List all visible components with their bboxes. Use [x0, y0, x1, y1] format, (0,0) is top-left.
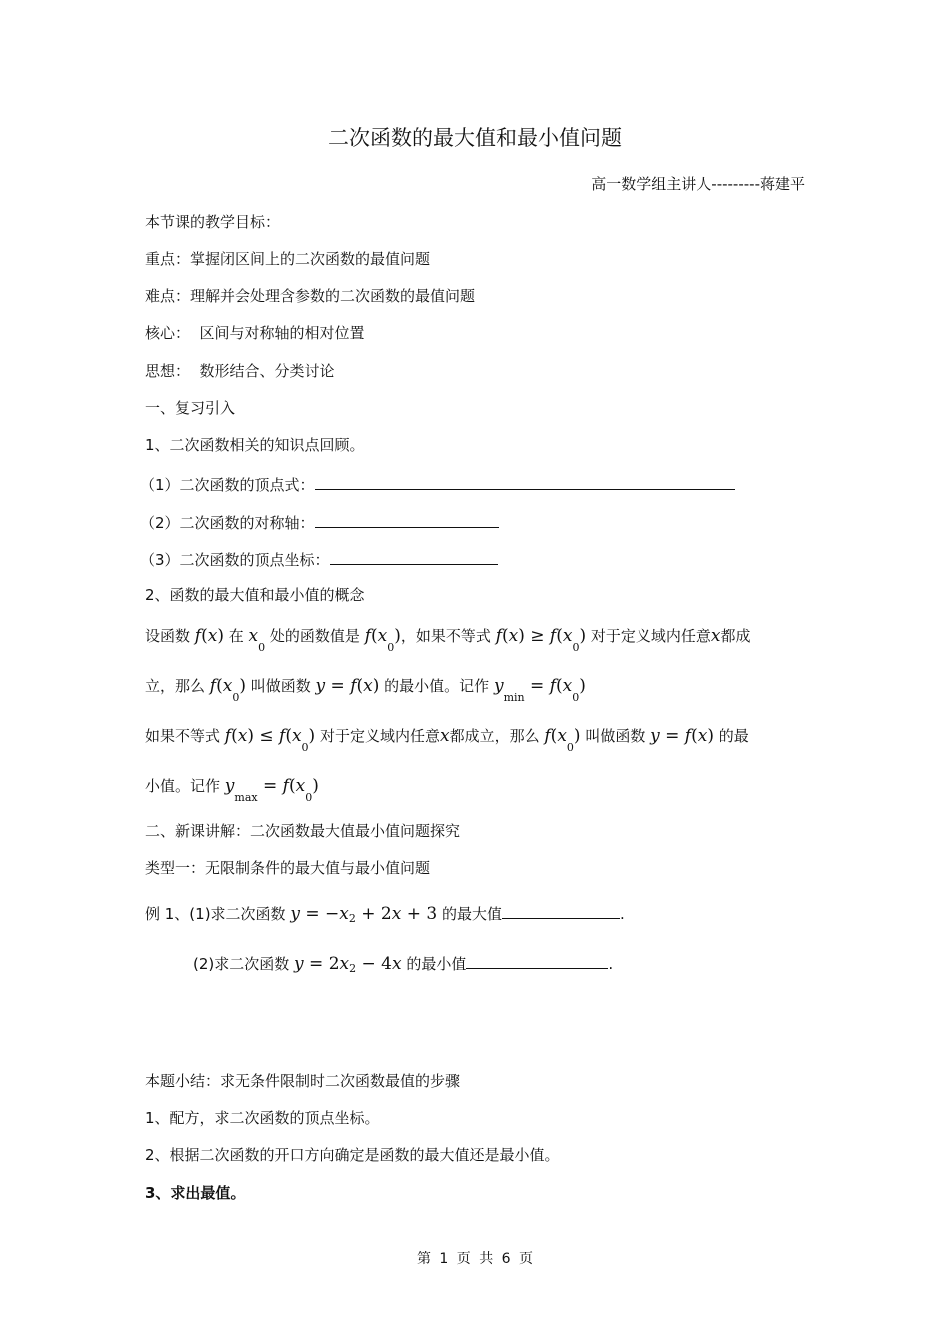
- answer-blank[interactable]: [466, 952, 608, 969]
- summary-step-1: 1、配方，求二次函数的顶点坐标。: [145, 1109, 380, 1127]
- question-label: （2）二次函数的对称轴：: [140, 514, 315, 532]
- summary-heading: 本题小结：求无条件限制时二次函数最值的步骤: [145, 1072, 461, 1090]
- min-definition-line-1: 设函数 f(x) 在 $x_0$ 处的函数值是 $f(x_0)$，如果不等式 $f(x) \ge f(x_0)$ 对于定义域内任意x都成: [145, 626, 751, 654]
- review-item-1: 1、二次函数相关的知识点回顾。: [145, 436, 365, 454]
- author-line: 高一数学组主讲人---------蒋建平: [591, 175, 805, 193]
- max-definition-line-1: 如果不等式 $f(x) \le f(x_0)$ 对于定义域内任意x都成立，那么 $f(x_0)$ 叫做函数 y = f(x) 的最: [145, 726, 749, 754]
- answer-blank[interactable]: [330, 548, 498, 565]
- difficulty: 难点：理解并会处理含参数的二次函数的最值问题: [145, 287, 476, 305]
- page-title: 二次函数的最大值和最小值问题: [328, 126, 622, 150]
- review-item-2: 2、函数的最大值和最小值的概念: [145, 586, 365, 604]
- example-1-part-1: 例 1、(1)求二次函数 $y = -x_2 + 2x + 3$ 的最大值 .: [145, 904, 625, 925]
- formula: f: [194, 626, 202, 646]
- key-point: 重点：掌握闭区间上的二次函数的最值问题: [145, 250, 431, 268]
- answer-blank[interactable]: [315, 511, 499, 528]
- question-axis: [140, 511, 499, 533]
- summary-step-2: 2、根据二次函数的开口方向确定是函数的最大值还是最小值。: [145, 1146, 560, 1164]
- goals-heading: 本节课的教学目标：: [145, 213, 281, 231]
- question-vertex-form: [140, 473, 735, 495]
- min-definition-line-2: 立，那么 $f(x_0)$ 叫做函数 y = f(x) 的最小值。记作 $y_{min} = f(x_0)$: [145, 676, 586, 704]
- idea: 思想： 数形结合、分类讨论: [145, 362, 335, 380]
- example-1-part-2: (2)求二次函数 $y = 2x_2 - 4x$ 的最小值 .: [193, 954, 614, 975]
- section-review: 一、复习引入: [145, 399, 236, 417]
- core: 核心： 区间与对称轴的相对位置: [145, 324, 365, 342]
- answer-blank[interactable]: [315, 473, 735, 490]
- type-one-heading: 类型一：无限制条件的最大值与最小值问题: [145, 859, 431, 877]
- page-footer: 第 1 页 共 6 页: [416, 1251, 534, 1267]
- max-definition-line-2: 小值。记作 $y_{max} = f(x_0)$: [145, 776, 319, 804]
- question-label: （3）二次函数的顶点坐标：: [140, 551, 330, 569]
- question-vertex-coords: [140, 548, 498, 570]
- question-label: （1）二次函数的顶点式：: [140, 476, 315, 494]
- summary-step-3: 3、求出最值。: [145, 1184, 246, 1202]
- answer-blank[interactable]: [502, 902, 620, 919]
- section-new-lesson: 二、新课讲解：二次函数最大值最小值问题探究: [145, 822, 461, 840]
